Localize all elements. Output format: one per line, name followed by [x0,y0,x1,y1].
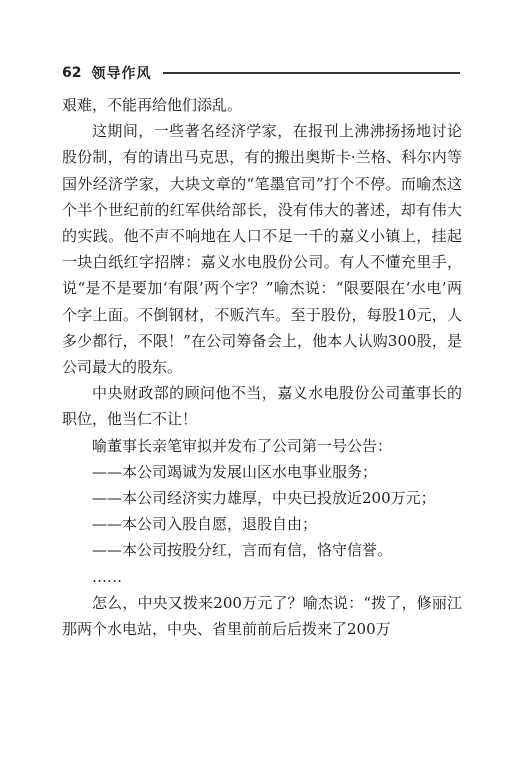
paragraph-chairman: 中央财政部的顾问他不当，嘉义水电股份公司董事长的职位，他当仁不让！ [62,384,462,429]
announcement-item-3: ——本公司入股自愿，退股自由； [92,515,318,534]
paragraph-announcement-intro: 喻董事长亲笔审拟并发布了公司第一号公告： [92,436,393,455]
running-title: 领导作风 [91,66,152,82]
ellipsis: …… [92,567,122,586]
header-rule [163,72,460,74]
body-text [62,92,462,642]
page-header [62,62,460,84]
paragraph-funding: 怎么，中央又拨来200万元了？喻杰说：“拨了，修丽江那两个水电站，中央、省里前前后后拨来了200万 [62,593,462,639]
announcement-item-2: ——本公司经济实力雄厚，中央已投放近200万元； [92,489,436,508]
announcement-item-4: ——本公司按股分红，言而有信，恪守信誉。 [92,541,393,560]
paragraph-continuation: 艰难，不能再给他们添乱。 [62,96,243,114]
paragraph-economists: 这期间，一些著名经济学家，在报刊上沸沸扬扬地讨论股份制，有的请出马克思，有的搬出奥斯卡·兰格、科尔内等国外经济学家，大块文章的“笔墨官司”打个不停。而喻杰这个半个世纪前的红军供给部长，没有伟大的著述，却有伟大的实践。他不声不响地在人口不足一千的嘉义小镇上，挂起一块白纸红字招牌：嘉义水电股份公司。有人不懂充里手，说“是不是要加‘有限’两个字？”喻杰说：“限要限在‘水电’两个字上面。不倒钢材，不贩汽车。至于股份，每股10元，人多少都行，不限！”在公司筹备会上，他本人认购300股，是公司最大的股东。 [62,122,462,377]
announcement-item-1: ——本公司竭诚为发展山区水电事业服务； [92,462,378,481]
page-number: 62 [62,65,82,81]
